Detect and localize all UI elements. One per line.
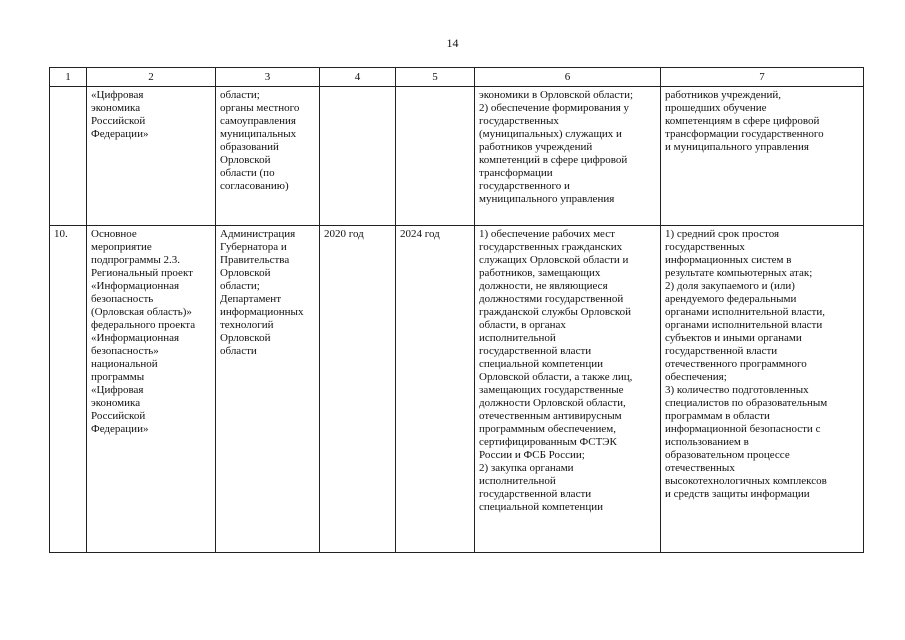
indicator-cell: 1) средний срок простоя государственных информационных систем в результате компьютерных атак; 2) доля закупаемого и (или) арендуемого федеральными органами исполнительной власти, органами исполнительной власти субъектов и иными органами государственной власти отечественного программного обеспечения; 3) количество подготовленных специалистов по образовательным программам в области информационной безопасности с использованием в образовательном процессе отечественных высокотехнологичных комплексов и средств защиты информации — [661, 226, 864, 553]
executor-cell: области; органы местного самоуправления муниципальных образований Орловской области (по согласованию) — [216, 87, 320, 226]
column-header: 3 — [216, 68, 320, 87]
indicator-cell: работников учреждений, прошедших обучение компетенциям в сфере цифровой трансформации государственного и муниципального управления — [661, 87, 864, 226]
start-year-cell — [320, 87, 396, 226]
table-row — [50, 226, 864, 553]
event-name-cell: «Цифровая экономика Российской Федерации» — [87, 87, 216, 226]
end-year-cell — [396, 87, 475, 226]
page-number: 14 — [446, 36, 459, 50]
column-header: 6 — [475, 68, 661, 87]
column-header: 7 — [661, 68, 864, 87]
event-name-cell: Основное мероприятие подпрограммы 2.3. Региональный проект «Информационная безопасность (Орловская область)» федерального проекта «Информационная безопасность» национальной программы «Цифровая экономика Российской Федерации» — [87, 226, 216, 553]
column-header: 1 — [50, 68, 87, 87]
table-header-row — [50, 68, 864, 87]
end-year-cell: 2024 год — [396, 226, 475, 553]
row-number-cell: 10. — [50, 226, 87, 553]
column-header: 5 — [396, 68, 475, 87]
expected-result-cell: 1) обеспечение рабочих мест государственных гражданских служащих Орловской области и работников, замещающих должности, не являющиеся должностями государственной гражданской службы Орловской области, в органах исполнительной государственной власти специальной компетенции Орловской области, а также лиц, замещающих государственные должности Орловской области, отечественным антивирусным программным обеспечением, сертифицированным ФСТЭК России и ФСБ России; 2) закупка органами исполнительной государственной власти специальной компетенции — [475, 226, 661, 553]
start-year-cell: 2020 год — [320, 226, 396, 553]
row-number-cell — [50, 87, 87, 226]
executor-cell: Администрация Губернатора и Правительства Орловской области; Департамент информационных технологий Орловской области — [216, 226, 320, 553]
column-header: 4 — [320, 68, 396, 87]
expected-result-cell: экономики в Орловской области; 2) обеспечение формирования у государственных (муниципальных) служащих и работников учреждений компетенций в сфере цифровой трансформации государственного и муниципального управления — [475, 87, 661, 226]
table-row — [50, 87, 864, 226]
document-table — [49, 67, 864, 553]
column-header: 2 — [87, 68, 216, 87]
